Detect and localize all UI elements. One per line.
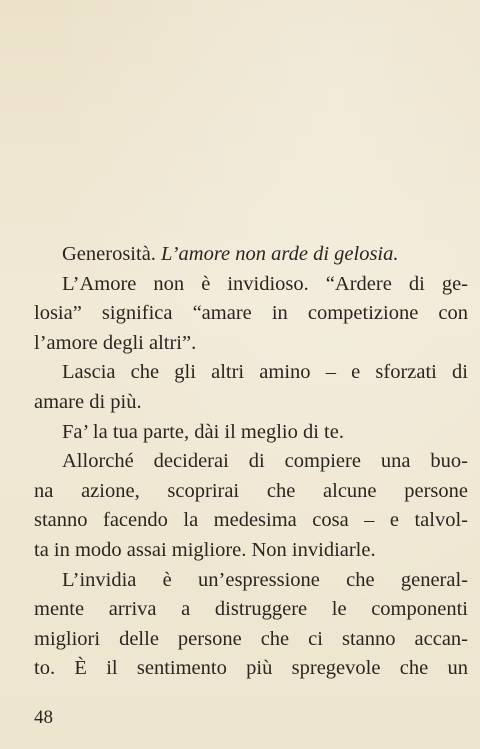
italic-quote: L’amore non arde di gelosia. <box>161 243 399 265</box>
page-number: 48 <box>34 707 53 728</box>
text-line: migliori delle persone che ci stanno accan- <box>34 627 468 650</box>
text-line: Allorché deciderai di compiere una buo- <box>62 450 468 473</box>
text-line: l’amore degli altri”. <box>34 331 197 354</box>
text-line: amare di più. <box>34 390 142 413</box>
text-line: stanno facendo la medesima cosa – e talvol- <box>34 509 468 532</box>
body-text <box>34 240 468 684</box>
text-line: Fa’ la tua parte, dài il meglio di te. <box>62 420 344 443</box>
text-line: to. È il sentimento più spregevole che un <box>34 657 468 680</box>
text-line: na azione, scoprirai che alcune persone <box>34 479 468 502</box>
text-line: L’invidia è un’espressione che general- <box>62 568 468 591</box>
text-line: mente arriva a distruggere le componenti <box>34 598 468 621</box>
text-line: L’Amore non è invidioso. “Ardere di ge- <box>62 272 468 295</box>
text-line: Generosità. L’amore non arde di gelosia. <box>62 243 399 265</box>
text-line: Lascia che gli altri amino – e sforzati di <box>62 361 468 384</box>
text-line: losia” significa “amare in competizione con <box>34 302 468 325</box>
text-line: ta in modo assai migliore. Non invidiarle. <box>34 538 376 561</box>
